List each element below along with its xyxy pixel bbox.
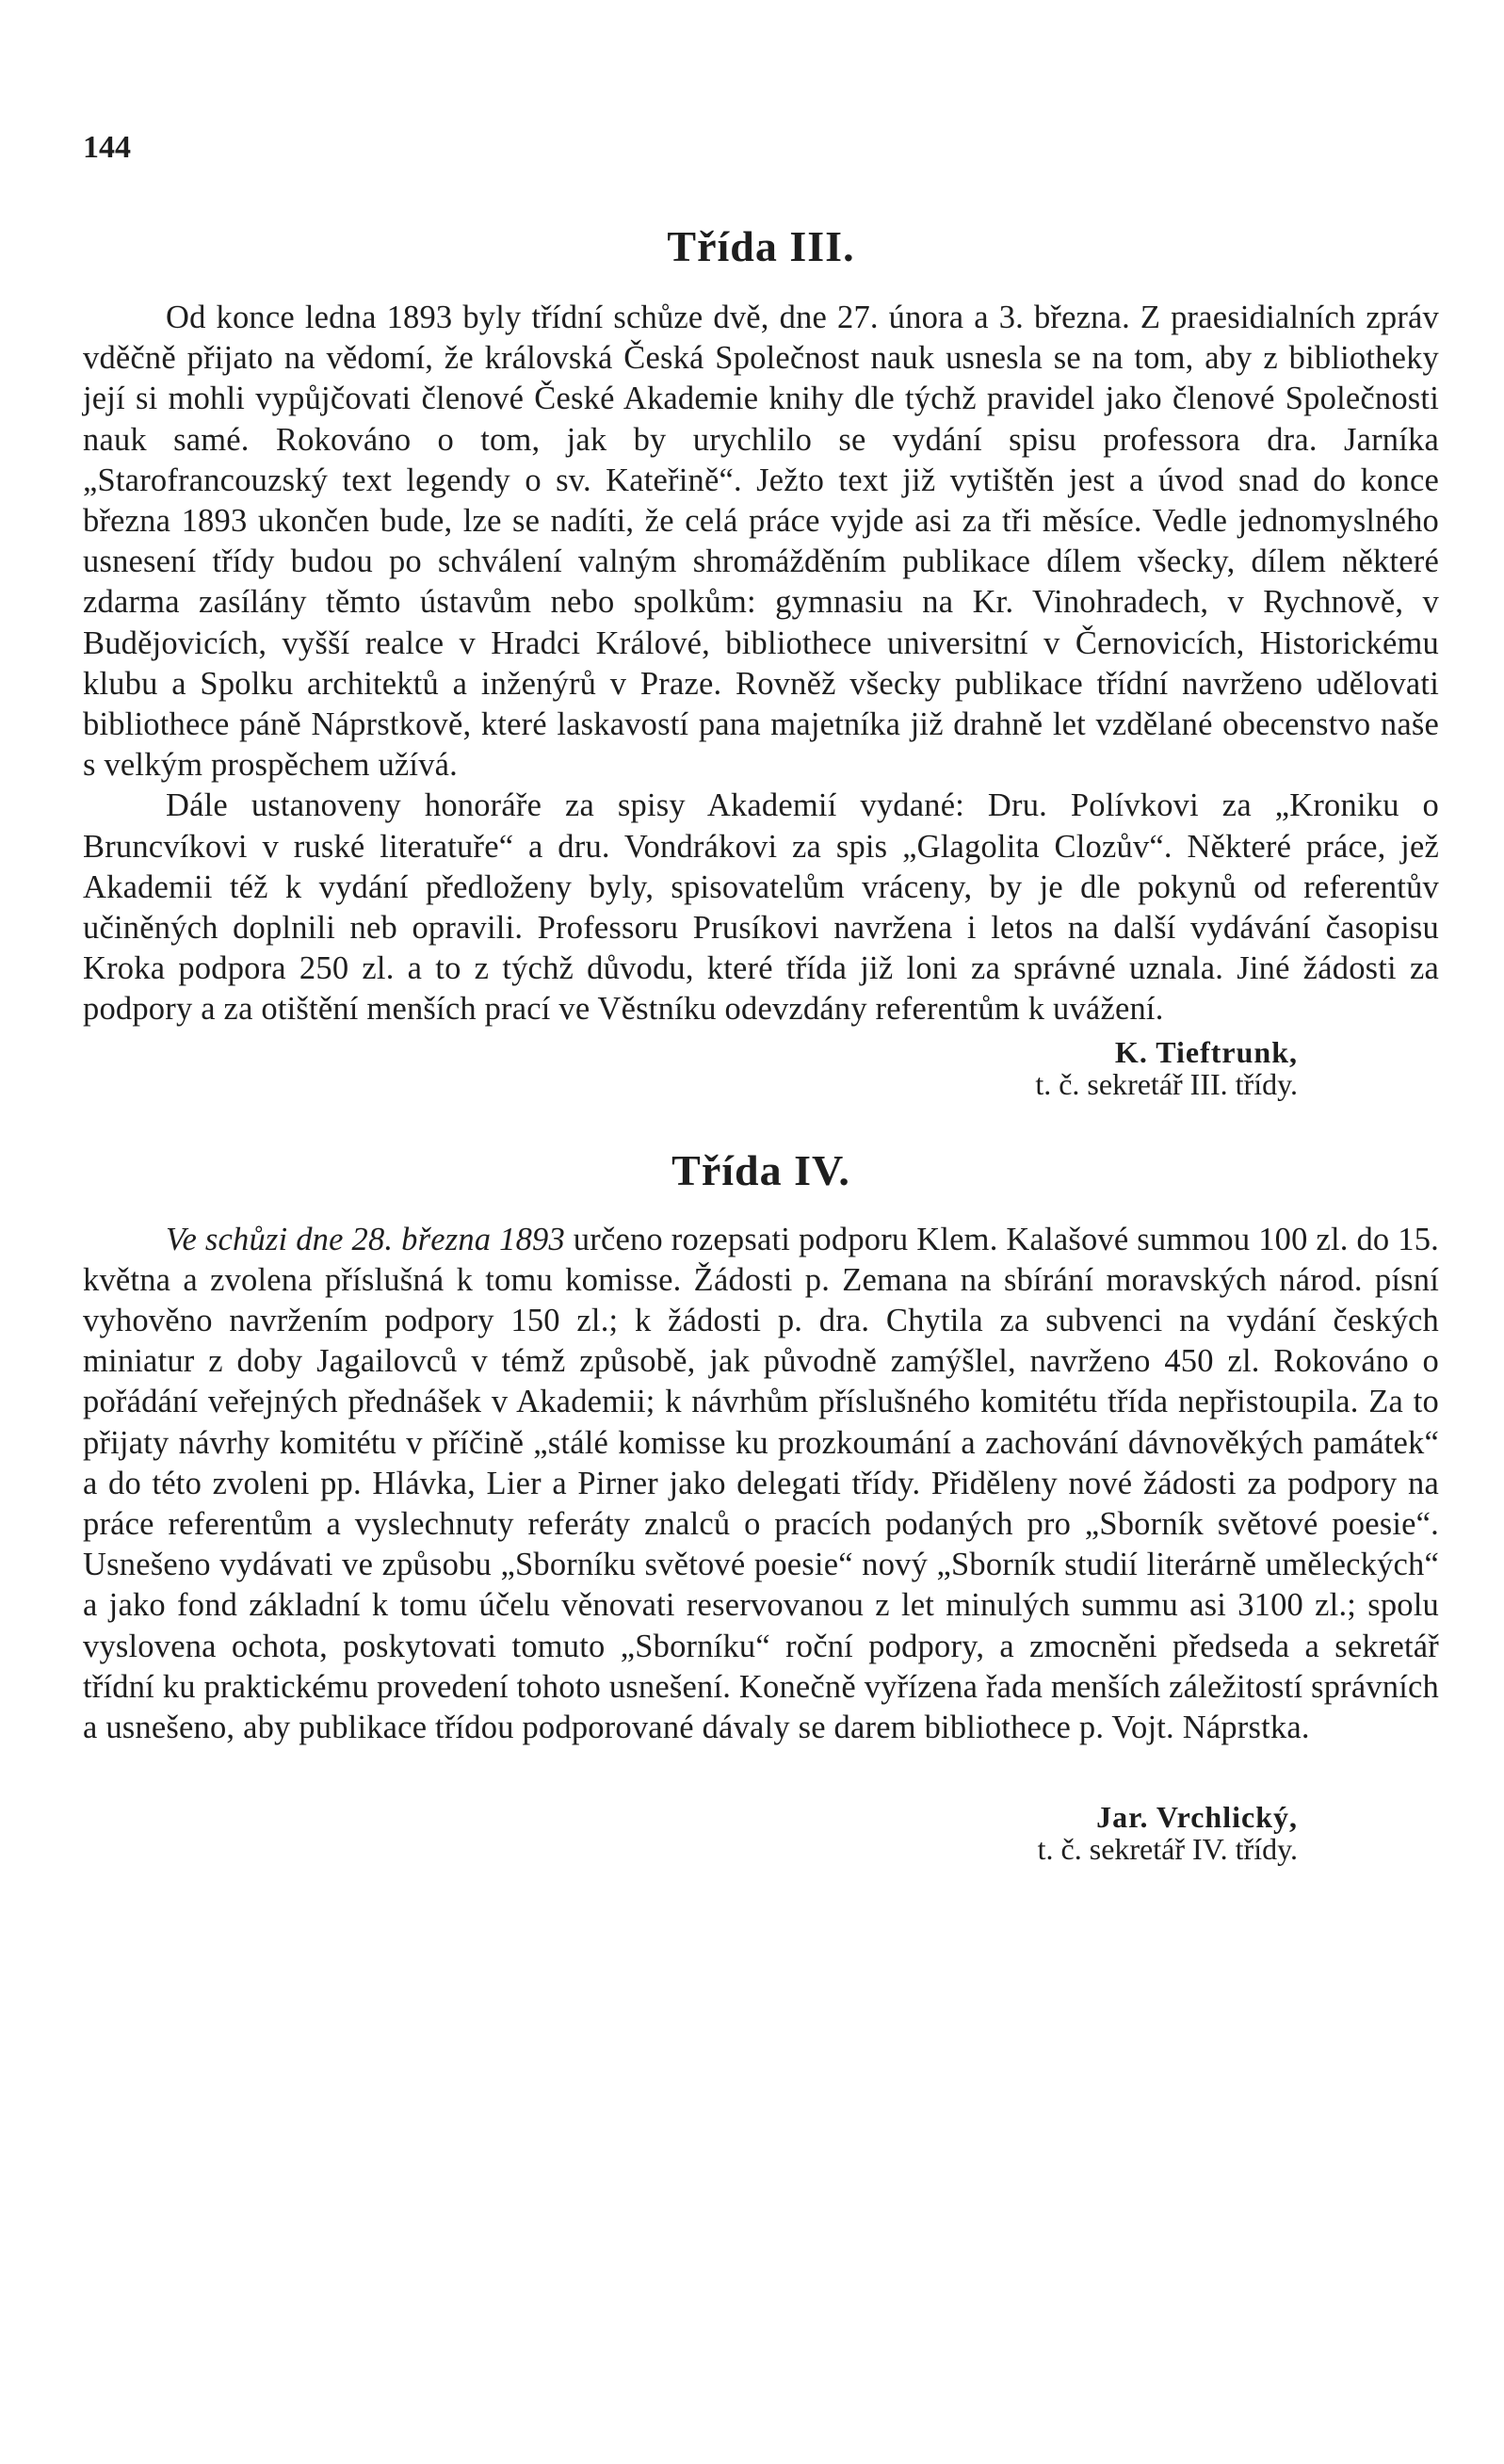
section-heading-iii: Třída III. <box>667 222 855 270</box>
section-iv-paragraph-1-text: určeno rozepsati podporu Klem. Kalašové summou 100 zl. do 15. května a zvolena příslušná k tomu komisse. Žádosti p. Zemana na sbírání moravských národ. písní vyhověno navržením podpory 150 zl.; k žádosti p. dra. Chytila za subvenci na vydání českých miniatur z doby Jagailovců v témž způsobě, jak původně zamýšlel, navrženo 450 zl. Rokováno o pořádání veřejných přednášek v Akademii; k návrhům příslušného komitétu třída nepřistoupila. Za to přijaty návrhy komitétu v příčině „stálé komisse ku prozkoumání a zachování dávnověkých památek“ a do této zvoleni pp. Hlávka, Lier a Pirner jako delegati třídy. Přiděleny nové žádosti za podpory na práce referentům a vyslechnuty referáty znalců o pracích podaných pro „Sborník světové poesie“. Usnešeno vydávati ve způsobu „Sborníku světové poesie“ nový „Sborník studií literárně uměleckých“ a jako fond základní k tomu účelu věnovati reservovanou z let minulých summu asi 3100 zl.; spolu vyslovena ochota, poskytovati tomuto „Sborníku“ roční podpory, a zmocněni předseda a sekretář třídní ku praktickému provedení tohoto usnešení. Konečně vyřízena řada menších záležitostí správních a usnešeno, aby publikace třídou podporované dávaly se darem bibliothece p. Vojt. Náprstka. <box>83 1221 1439 1746</box>
signature-role-iv: t. č. sekretář IV. třídy. <box>1037 1832 1298 1867</box>
page-content <box>83 122 1439 1865</box>
section-iii-paragraph-2: Dále ustanoveny honoráře za spisy Akademií vydané: Dru. Polívkovi za „Kroniku o Bruncvíkovi v ruské literatuře“ a dru. Vondrákovi za spis „Glagolita Clozův“. Některé práce, jež Akademii též k vydání předloženy byly, spisovatelům vráceny, by je dle pokynů od referentův učiněných doplnili neb opravili. Professoru Prusíkovi navržena i letos na další vydávání časopisu Kroka podpora 250 zl. a to z týchž důvodu, které třída již loni za správné uznala. Jiné žádosti za podpory a za otištění menších prací ve Věstníku odevzdány referentům k uvážení. <box>83 787 1439 1028</box>
section-heading-iv: Třída IV. <box>671 1145 850 1194</box>
signature-role-iii: t. č. sekretář III. třídy. <box>1035 1066 1298 1101</box>
meeting-date-italic: Ve schůzi dne 28. března 1893 <box>166 1221 565 1257</box>
signature-block-iii <box>83 1036 1439 1100</box>
page-number: 144 <box>83 130 131 165</box>
section-iv-paragraph-1 <box>83 1220 1439 1749</box>
signature-block-iv <box>83 1801 1439 1865</box>
signature-name-iv: Jar. Vrchlický, <box>1096 1800 1298 1835</box>
signature-name-iii: K. Tieftrunk, <box>1114 1034 1298 1069</box>
section-iii-paragraph-1: Od konce ledna 1893 byly třídní schůze dvě, dne 27. února a 3. března. Z praesidialních zpráv vděčně přijato na vědomí, že královská Česká Společnost nauk usnesla se na tom, aby z bibliotheky její si mohli vypůjčovati členové České Akademie knihy dle týchž pravidel jako členové Společnosti nauk samé. Rokováno o tom, jak by urychlilo se vydání spisu professora dra. Jarníka „Starofrancouzský text legendy o sv. Kateřině“. Ježto text již vytištěn jest a úvod snad do konce března 1893 ukončen bude, lze se nadíti, že celá práce vyjde asi za tři měsíce. Vedle jednomyslného usnesení třídy budou po schválení valným shromážděním publikace dílem všecky, dílem některé zdarma zasílány těmto ústavům nebo spolkům: gymnasiu na Kr. Vinohradech, v Rychnově, v Budějovicích, vyšší realce v Hradci Králové, bibliothece universitní v Černovicích, Historickému klubu a Spolku architektů a inženýrů v Praze. Rovněž všecky publikace třídní navrženo udělovati bibliothece páně Náprstkově, které laskavostí pana majetníka již drahně let vzdělané obecenstvo naše s velkým prospěchem užívá. <box>83 300 1439 784</box>
